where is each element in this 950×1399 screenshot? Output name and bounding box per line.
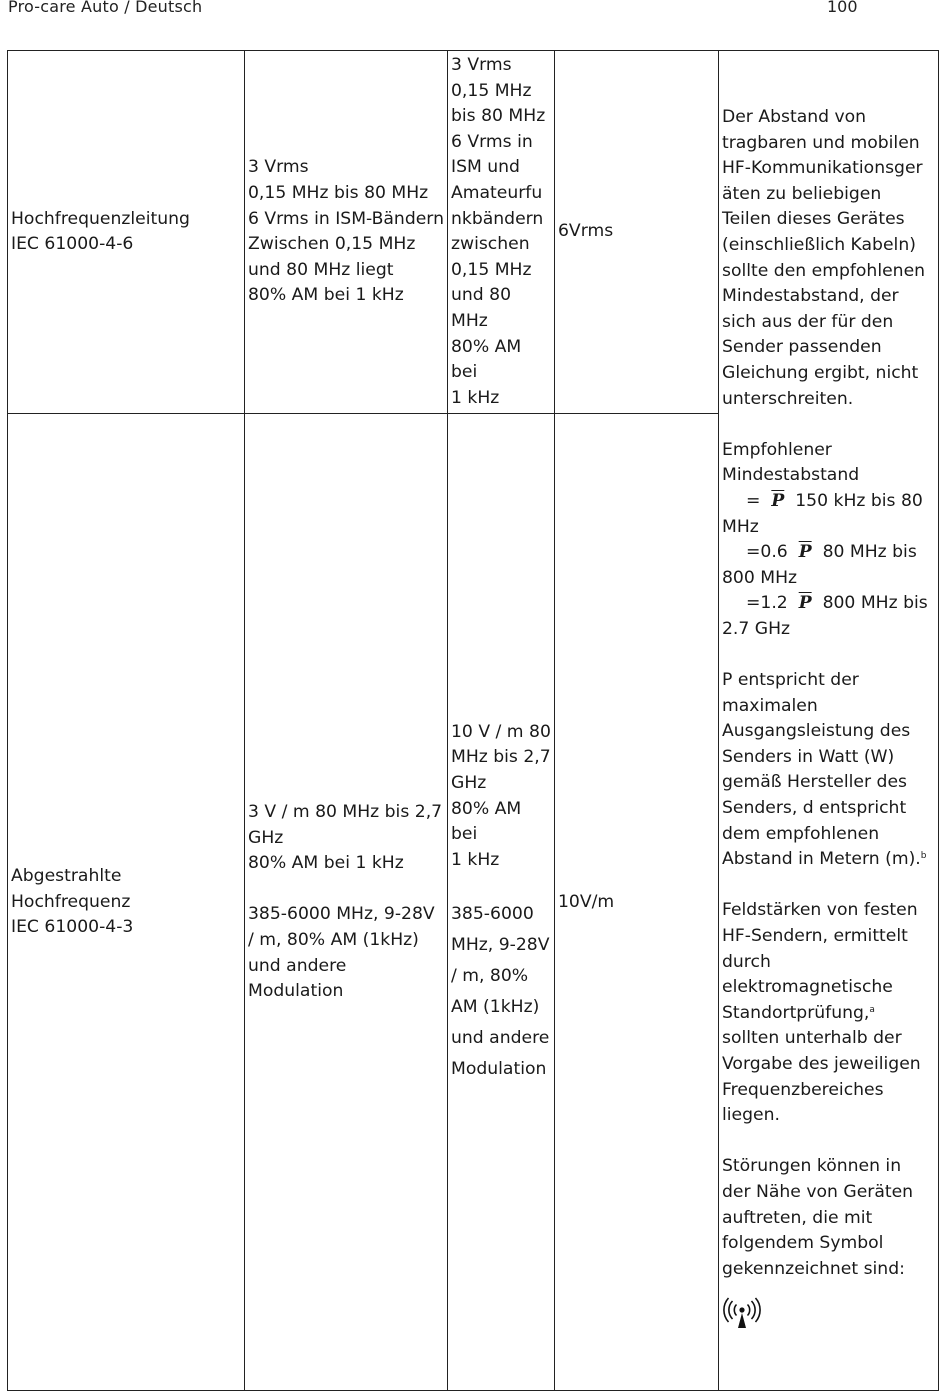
compliance-level-cell: 10 V / m 80 MHz bis 2,7 GHz 80% AM bei 1 kHz 385-6000 MHz, 9-28V / m, 80% AM (1kHz) und andere Modulation (448, 414, 555, 1391)
value-cell: 10V/m (555, 414, 719, 1391)
guidance-cell: Der Abstand von tragbaren und mobilen HF-Kommunikationsger äten zu beliebigen Teilen dieses Gerätes (einschließlich Kabeln) sollte den empfohlenen Mindestabstand, der sich aus der für den Sender passenden Gleichung ergibt, nicht unterschreiten. Empfohlener Mindestabstand = $\overline{P}$ 150 kHz bis 80 MHz =0.6 $\overline{P}$ 80 MHz bis 800 MHz =1.2 $\overline{P}$ 800 MHz bis 2.7 GHz P entspricht der maximalen Ausgangsleistung des Senders in Watt (W) gemäß Hersteller des Senders, d entspricht dem empfohlenen Abstand in Metern (m).$^b$ Feldstärken von festen HF-Sendern, ermittelt durch elektromagnetische Standortprüfung,$^a$ sollten unterhalb der Vorgabe des jeweiligen Frequenzbereiches liegen. Störungen können in der Nähe von Geräten auftreten, die mit folgendem Symbol gekennzeichnet sind: (719, 51, 939, 1391)
phenomenon-cell: Abgestrahlte Hochfrequenz IEC 61000-4-3 (8, 414, 245, 1391)
formula-line: = $\overline{P}$ 150 kHz bis 80 (746, 490, 923, 511)
formula-line: =1.2 $\overline{P}$ 800 MHz bis (746, 593, 928, 614)
document-header-title: Pro-care Auto / Deutsch (8, 0, 203, 16)
formula-line: =0.6 $\overline{P}$ 80 MHz bis (746, 542, 917, 563)
page-number: 100 (827, 0, 858, 16)
compliance-level-cell: 3 Vrms 0,15 MHz bis 80 MHz 6 Vrms in ISM und Amateurfu nkbändern zwischen 0,15 MHz und 80 MHz 80% AM bei 1 kHz (448, 51, 555, 414)
non-ionizing-radiation-icon (722, 1296, 762, 1336)
value-cell: 6Vrms (555, 51, 719, 414)
emc-immunity-table (7, 50, 939, 1391)
test-level-cell: 3 V / m 80 MHz bis 2,7 GHz 80% AM bei 1 kHz 385-6000 MHz, 9-28V / m, 80% AM (1kHz) und andere Modulation (245, 414, 448, 1391)
test-level-cell: 3 Vrms 0,15 MHz bis 80 MHz 6 Vrms in ISM-Bändern Zwischen 0,15 MHz und 80 MHz liegt 80% AM bei 1 kHz (245, 51, 448, 414)
phenomenon-cell: Hochfrequenzleitung IEC 61000-4-6 (8, 51, 245, 414)
table-row (8, 51, 939, 414)
